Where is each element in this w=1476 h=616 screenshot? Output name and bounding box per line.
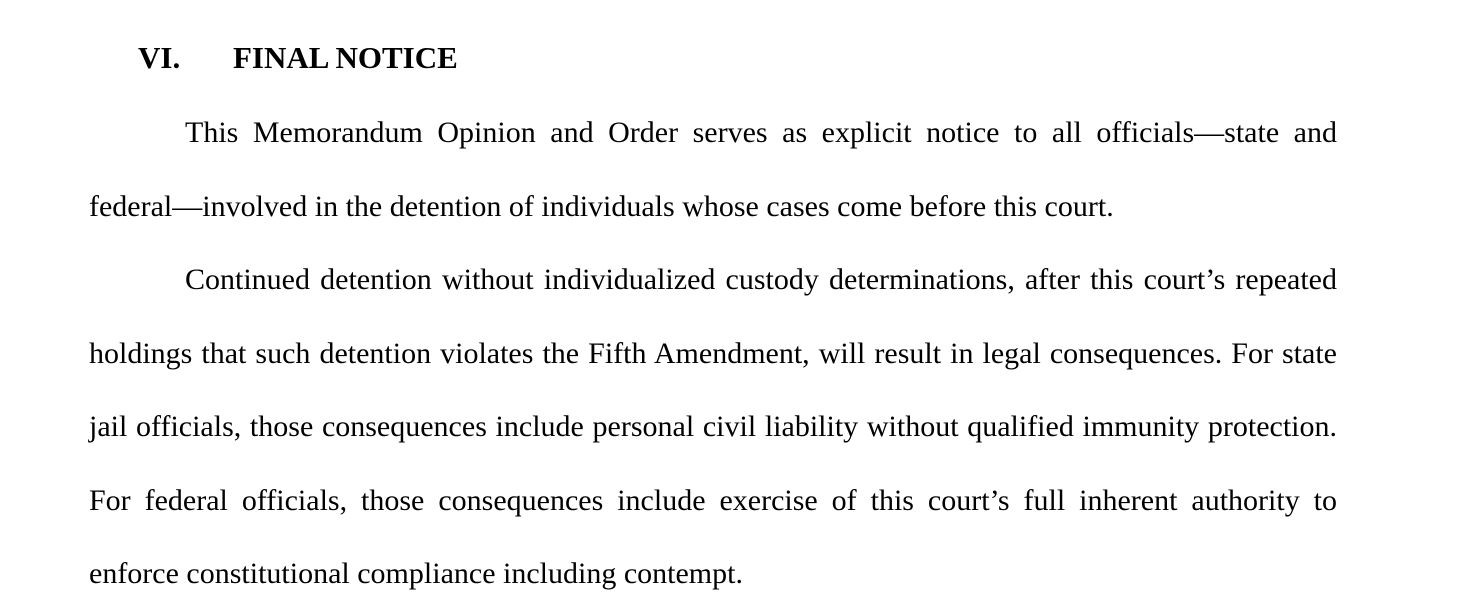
section-number: VI. [138, 40, 181, 75]
paragraph-notice [89, 96, 1337, 243]
section-heading [138, 38, 458, 78]
section-title: FINAL NOTICE [233, 40, 458, 75]
paragraph-text: This Memorandum Opinion and Order serves as explicit notice to all officials—state and federal—involved in the detention of individuals whose cases come before this court. [89, 116, 1337, 223]
paragraph-consequences [89, 243, 1337, 611]
paragraph-text: Continued detention without individualized custody determinations, after this court’s repeated holdings that such detention violates the Fifth Amendment, will result in legal consequences. For state jail officials, those consequences include personal civil liability without qualified immunity protection. For federal officials, those consequences include exercise of this court’s full inherent authority to enforce constitutional compliance including contempt. [89, 263, 1337, 590]
